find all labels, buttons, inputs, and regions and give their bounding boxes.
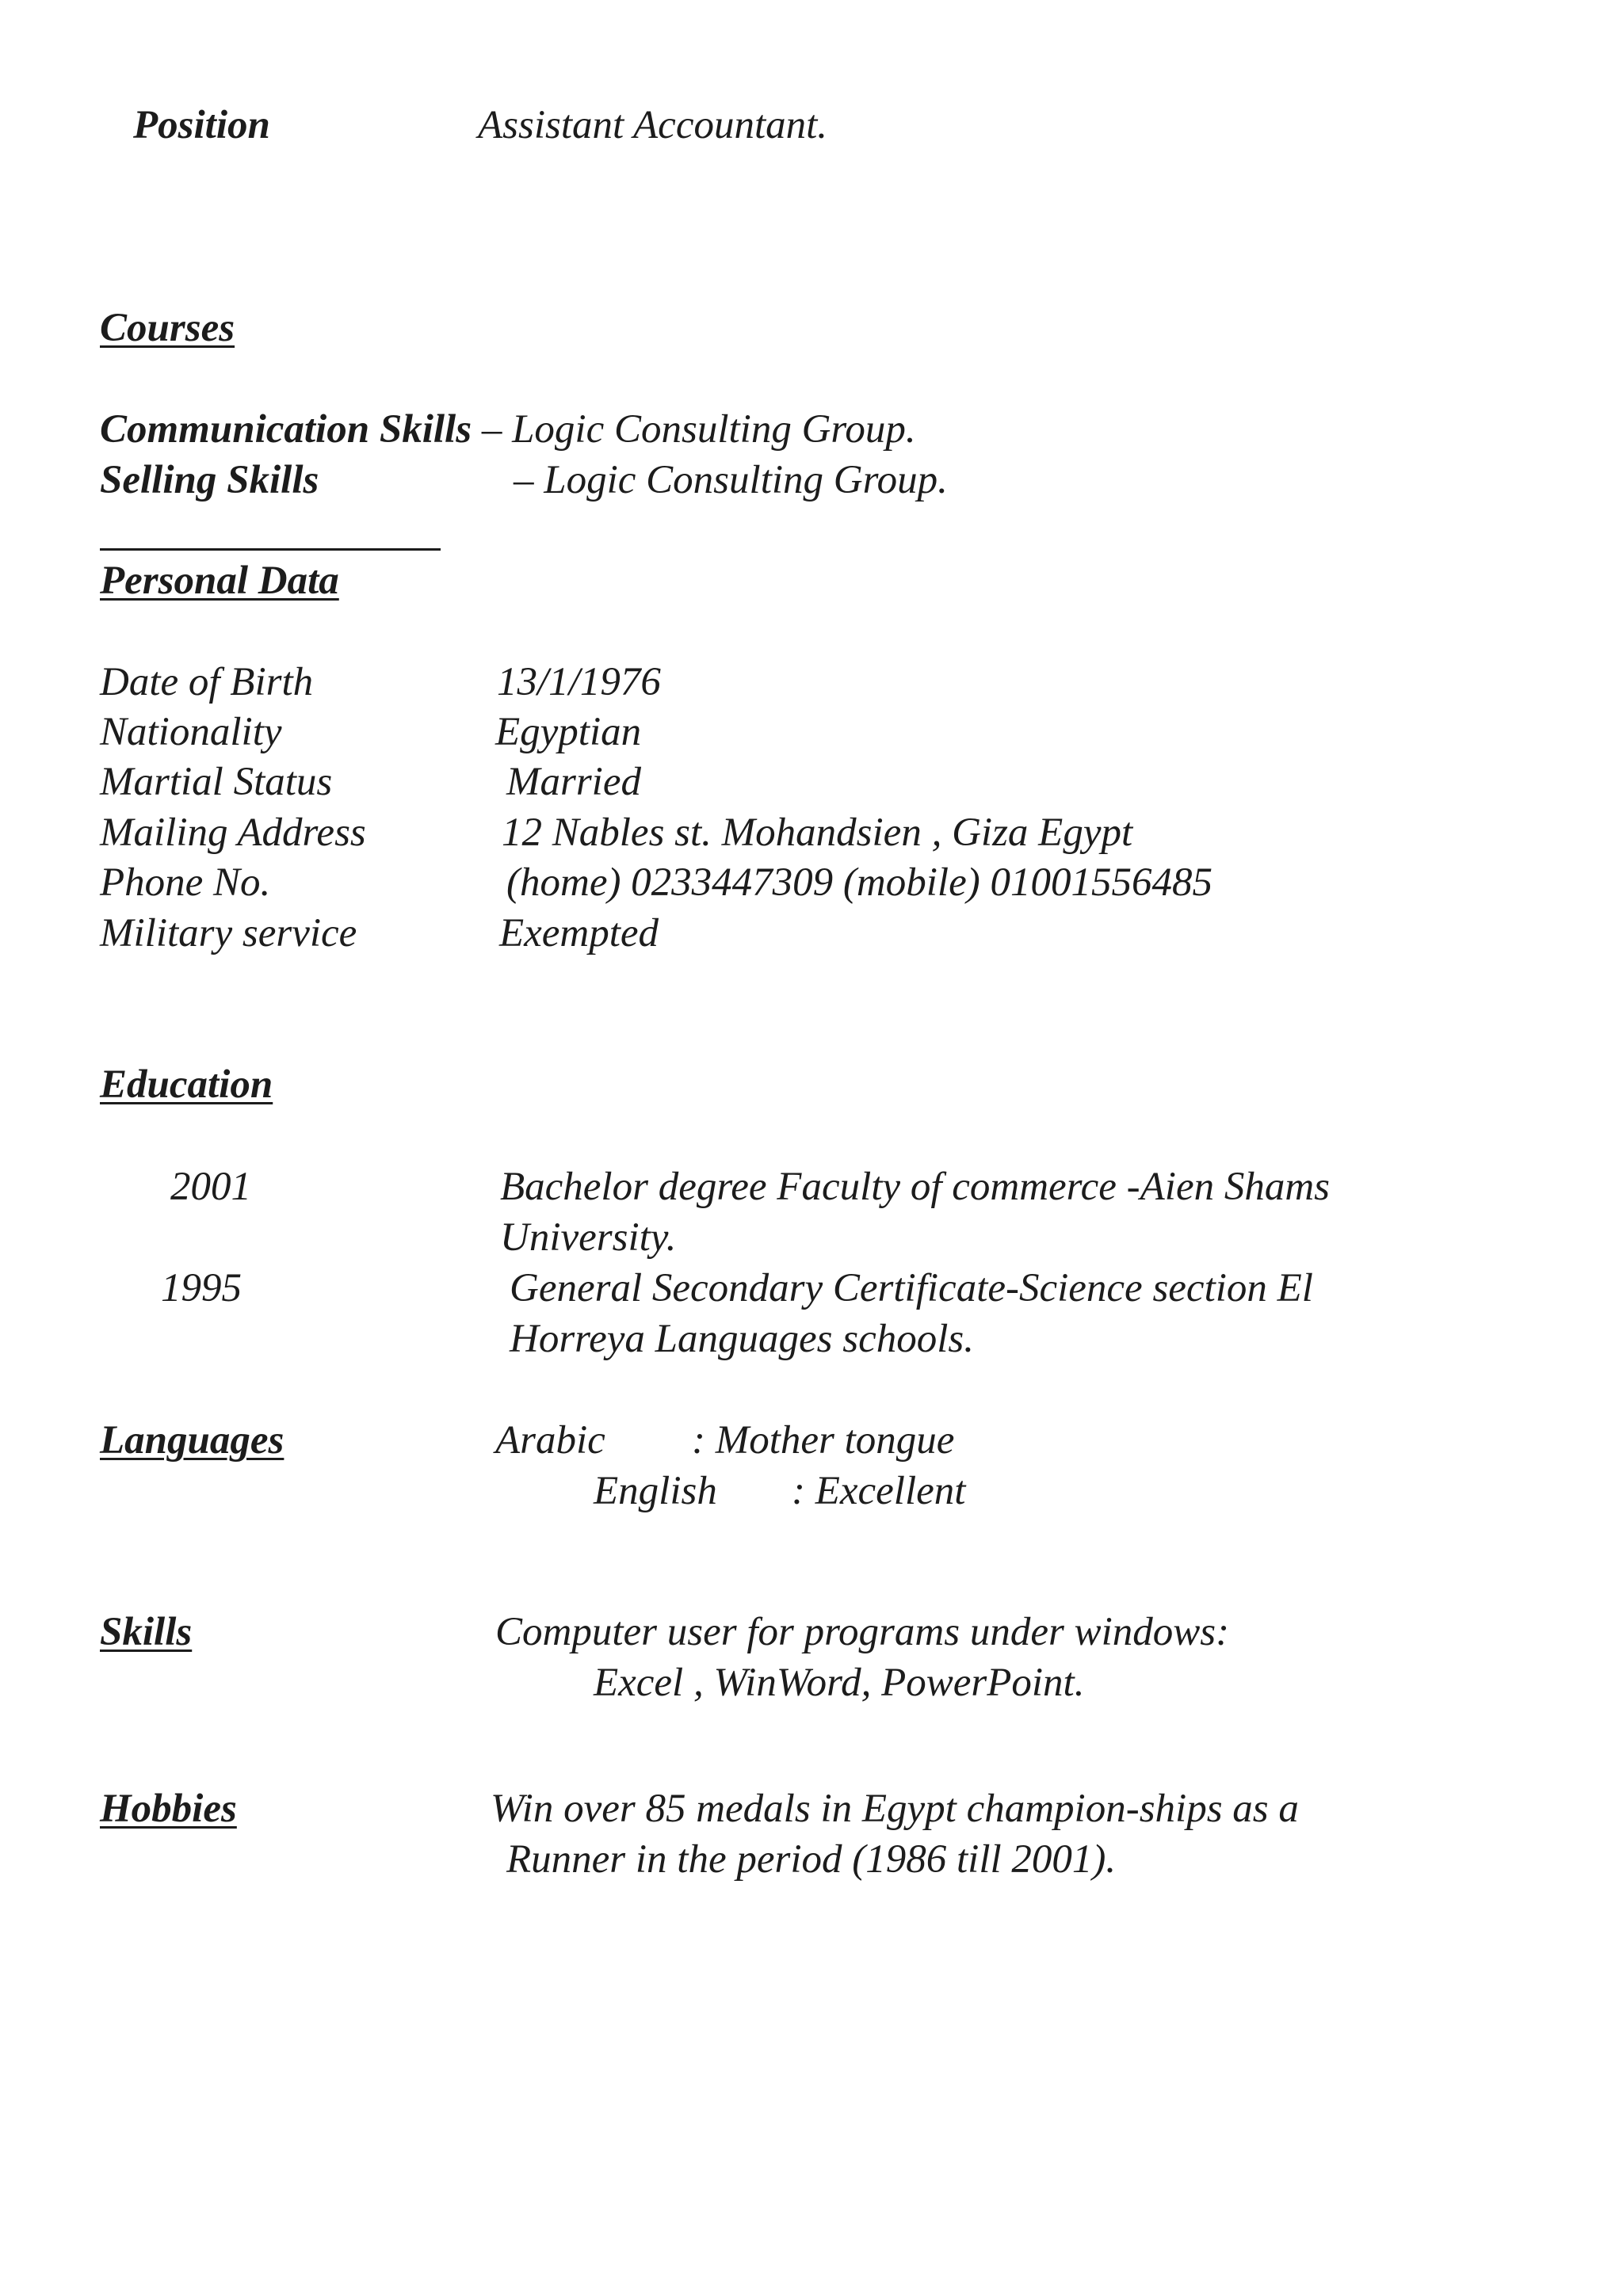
course-provider: – Logic Consulting Group.: [481, 407, 916, 452]
personal-data-heading: Personal Data: [100, 559, 339, 603]
personal-label: Date of Birth: [100, 660, 314, 704]
languages-heading: Languages: [100, 1418, 285, 1463]
language-name: Arabic: [495, 1418, 605, 1463]
position-value: Assistant Accountant.: [478, 103, 828, 147]
education-detail: Bachelor degree Faculty of commerce -Aien Shams: [500, 1165, 1331, 1209]
personal-label: Nationality: [100, 710, 282, 754]
personal-value: Married: [506, 760, 641, 804]
education-detail: University.: [500, 1215, 677, 1260]
personal-value: Egyptian: [495, 710, 642, 754]
language-level: : Mother tongue: [692, 1418, 955, 1463]
position-label: Position: [133, 103, 270, 147]
personal-value: 13/1/1976: [497, 660, 661, 704]
hobbies-heading: Hobbies: [100, 1787, 237, 1831]
skills-detail: Excel , WinWord, PowerPoint.: [594, 1661, 1085, 1705]
personal-value: (home) 0233447309 (mobile) 01001556485: [506, 860, 1212, 905]
course-item: [100, 407, 916, 452]
education-detail: Horreya Languages schools.: [510, 1317, 975, 1361]
personal-value: 12 Nables st. Mohandsien , Giza Egypt: [502, 810, 1133, 855]
course-name: Communication Skills: [100, 407, 472, 452]
course-name: Selling Skills: [100, 458, 319, 502]
personal-label: Martial Status: [100, 760, 333, 804]
education-detail: General Secondary Certificate-Science section El: [510, 1266, 1313, 1310]
skills-heading: Skills: [100, 1610, 193, 1654]
course-provider: – Logic Consulting Group.: [514, 458, 948, 502]
hobbies-detail: Runner in the period (1986 till 2001).: [506, 1837, 1117, 1882]
personal-label: Military service: [100, 911, 357, 955]
language-name: English: [594, 1469, 717, 1513]
education-heading: Education: [100, 1062, 273, 1107]
courses-heading: Courses: [100, 306, 235, 350]
education-year: 2001: [170, 1165, 251, 1209]
skills-detail: Computer user for programs under windows:: [495, 1610, 1230, 1654]
section-divider: [100, 548, 441, 551]
personal-label: Mailing Address: [100, 810, 366, 855]
education-year: 1995: [161, 1266, 242, 1310]
personal-label: Phone No.: [100, 860, 271, 905]
language-level: : Excellent: [792, 1469, 966, 1513]
hobbies-detail: Win over 85 medals in Egypt champion-ships as a: [491, 1787, 1299, 1831]
personal-value: Exempted: [499, 911, 659, 955]
